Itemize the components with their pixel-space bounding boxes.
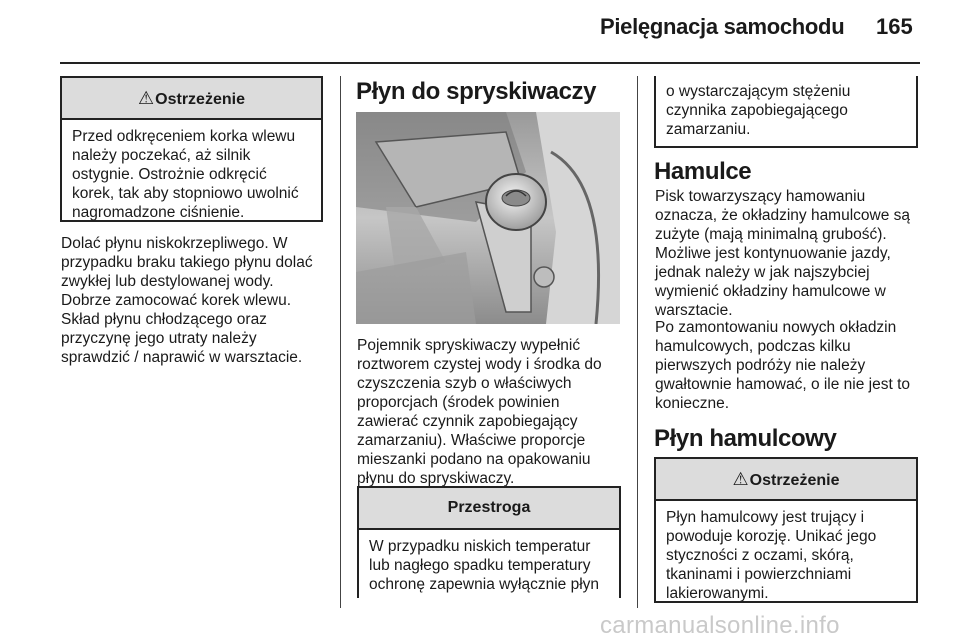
page-number: 165 (876, 14, 913, 39)
text-line: hamulcowych, podczas kilku (655, 338, 851, 355)
section-heading-brakes: Hamulce (654, 158, 752, 185)
column-divider-right (637, 76, 638, 608)
warning-box-text (656, 501, 916, 603)
section-heading-washer-fluid: Płyn do spryskiwaczy (356, 78, 597, 105)
text-line: proporcjach (środek powinien (357, 394, 560, 411)
caution-box-continued (654, 76, 918, 148)
warning-box-coolant (60, 76, 323, 222)
text-line: gwałtownie hamować, o ile nie jest to (655, 376, 911, 393)
coolant-paragraph (61, 234, 336, 367)
text-line: ostygnie. Ostrożnie odkręcić (72, 166, 267, 183)
brakes-paragraph-1 (655, 187, 935, 320)
warning-triangle-icon: ⚠ (732, 469, 749, 489)
text-line: Dolać płynu niskokrzepliwego. W (61, 235, 288, 252)
header-rule (60, 62, 920, 64)
text-line: mieszanki podano na opakowaniu (357, 451, 591, 468)
section-heading-brake-fluid: Płyn hamulcowy (654, 425, 837, 452)
text-line: lub nagłego spadku temperatury (369, 557, 591, 574)
text-line: zamarzaniu). Właściwe proporcje (357, 432, 586, 449)
text-line: wymienić okładziny hamulcowe w (655, 283, 886, 300)
text-line: płynu do spryskiwaczy. (357, 470, 515, 487)
text-line: Płyn hamulcowy jest trujący i (666, 509, 865, 526)
text-line: zużyte (mają minimalną grubość). (655, 226, 887, 243)
text-line: powoduje korozję. Unikać jego (666, 528, 877, 545)
text-line: W przypadku niskich temperatur (369, 538, 591, 555)
text-line: czynnika zapobiegającego (666, 102, 848, 119)
washer-fluid-paragraph (357, 336, 632, 488)
text-line: Pojemnik spryskiwaczy wypełnić (357, 337, 581, 354)
washer-reservoir-illustration (356, 112, 620, 324)
text-line: czyszczenia szyb o właściwych (357, 375, 572, 392)
text-line: przyczynę jego utraty należy (61, 330, 257, 347)
text-line: pierwszych podróży nie należy (655, 357, 866, 374)
text-line: należy poczekać, aż silnik (72, 147, 251, 164)
caution-box-washer (357, 486, 621, 598)
text-line: ochronę zapewnia wyłącznie płyn (369, 576, 600, 593)
watermark: carmanualsonline.info (600, 612, 840, 639)
warning-box-header (656, 459, 916, 501)
text-line: Skład płynu chłodzącego oraz (61, 311, 267, 328)
warning-box-brake-fluid (654, 457, 918, 603)
text-line: warsztacie. (655, 302, 733, 319)
text-line: sprawdzić / naprawić w warsztacie. (61, 349, 303, 366)
text-line: zwykłej lub destylowanej wody. (61, 273, 274, 290)
caution-box-continued-text (656, 76, 916, 139)
brakes-paragraph-2 (655, 318, 935, 413)
warning-triangle-icon: ⚠ (138, 88, 155, 108)
text-line: Możliwe jest kontynuowanie jazdy, (655, 245, 891, 262)
text-line: konieczne. (655, 395, 730, 412)
text-line: Przed odkręceniem korka wlewu (72, 128, 296, 145)
text-line: lakierowanymi. (666, 585, 769, 602)
text-line: roztworem czystej wody i środka do (357, 356, 602, 373)
page-header-title: Pielęgnacja samochodu (600, 14, 845, 39)
text-line: Dobrze zamocować korek wlewu. (61, 292, 292, 309)
text-line: zamarzaniu. (666, 121, 751, 138)
caution-box-header: Przestroga (359, 488, 619, 530)
text-line: tkaninami i powierzchniami (666, 566, 852, 583)
text-line: o wystarczającym stężeniu (666, 83, 851, 100)
text-line: oznacza, że okładziny hamulcowe są (655, 207, 911, 224)
text-line: jednak należy w jak najszybciej (655, 264, 870, 281)
warning-box-text (62, 120, 321, 222)
warning-box-title: Ostrzeżenie (155, 91, 245, 108)
warning-box-title: Ostrzeżenie (749, 472, 840, 489)
caution-box-text (359, 530, 619, 594)
text-line: Po zamontowaniu nowych okładzin (655, 319, 897, 336)
text-line: Pisk towarzyszący hamowaniu (655, 188, 866, 205)
column-divider-left (340, 76, 341, 608)
text-line: korek, tak aby stopniowo uwolnić (72, 185, 299, 202)
text-line: zawierać czynnik zapobiegający (357, 413, 578, 430)
text-line: nagromadzone ciśnienie. (72, 204, 245, 221)
text-line: przypadku braku takiego płynu dolać (61, 254, 313, 271)
text-line: styczności z oczami, skórą, (666, 547, 854, 564)
warning-box-header (62, 78, 321, 120)
